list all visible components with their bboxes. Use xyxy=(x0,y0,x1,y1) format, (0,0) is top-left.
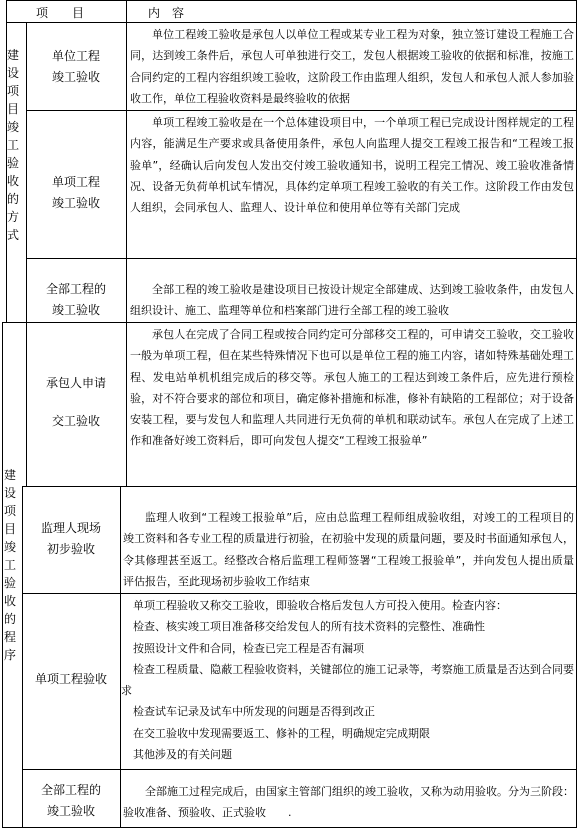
content-paragraph: 全部工程的竣工验收是建设项目已按设计规定全部建成、达到竣工验收条件，由发包人组织设计、施工、监理等单位和档案部门进行全部工程的竣工验收 xyxy=(130,283,574,318)
check-item: 按照设计文件和合同，检查已完工程是否有漏项 xyxy=(133,641,364,655)
item-label-line: 竣工验收 xyxy=(51,196,100,210)
item-label-line: 竣工验收 xyxy=(51,303,100,317)
item-supervisor-preliminary-acceptance xyxy=(22,518,120,560)
content-paragraph: 监理人收到“工程竣工报验单”后，应由总监理工程师组成验收组，对竣工的工程项目的竣工资料和各专业工程的质量进行初验，在初验中发现的质量问题，要及时书面通知承包人，令其修理甚至返工。经整改合格后监理工程师签署“工程竣工报验单”，并向发包人提出质量评估报告，至此现场初步验收工作结束 xyxy=(123,511,574,588)
item-whole-project-acceptance xyxy=(26,279,126,321)
row-separator-2 xyxy=(26,258,577,259)
item-label-line: 单项工程验收 xyxy=(34,672,107,686)
row-separator-4 xyxy=(22,593,577,594)
item-label-line: 初步验收 xyxy=(46,542,95,556)
check-item: 其他涉及的有关问题 xyxy=(133,748,232,762)
item-label-line: 承包人申请 xyxy=(45,376,106,390)
row-separator-5 xyxy=(22,769,577,770)
section-separator xyxy=(2,322,577,323)
content-single-project-verification xyxy=(121,595,576,765)
item-whole-project-final-acceptance xyxy=(22,780,120,822)
item-label-line: 监理人现场 xyxy=(40,521,101,535)
item-single-project-verification xyxy=(22,669,120,690)
header-content-label: 内 容 xyxy=(148,6,185,20)
check-item: 检查试车记录及试车中所发现的问题是否得到改正 xyxy=(133,705,375,719)
item-label-line: 全部工程的 xyxy=(40,783,101,797)
header-item-label: 项 目 xyxy=(36,6,85,20)
content-supervisor-preliminary-acceptance xyxy=(121,507,576,592)
item-single-project-acceptance xyxy=(26,172,126,214)
table-border-bottom xyxy=(2,827,577,828)
content-paragraph: 单位工程竣工验收是承包人以单位工程或某专业工程为对象，独立签订建设工程施工合同，达到竣工条件后，承包人可单独进行交工，发包人根据竣工验收的依据和标准，按施工合同约定的工程内容组织竣工验收，这阶段工作由监理人组织，发包人和承包人派人参加验收工作，单位工程验收资料是最终验收的依据 xyxy=(130,28,574,105)
content-paragraph: 全部施工过程完成后，由国家主管部门组织的竣工验收，又称为动用验收。分为三阶段：验收准备、预验收、正式验收 . xyxy=(123,785,574,820)
group-label-procedure xyxy=(1,466,19,664)
item-unit-project-acceptance xyxy=(26,46,126,88)
item-label-line: 单项工程 xyxy=(51,175,100,189)
content-whole-project-final-acceptance xyxy=(121,781,576,824)
content-whole-project-acceptance xyxy=(127,279,576,322)
item-label-line: 全部工程的 xyxy=(45,282,106,296)
item-label-line: 竣工验收 xyxy=(51,70,100,84)
row-separator-1 xyxy=(26,110,577,111)
item-contractor-application xyxy=(26,364,126,440)
item-label-line: 交工验收 xyxy=(51,414,100,428)
check-item: 在交工验收中发现需要返工、修补的工程，明确规定完成期限 xyxy=(133,726,430,740)
content-paragraph: 承包人在完成了合同工程或按合同约定可分部移交工程的，可申请交工验收，交工验收一般为单项工程，但在某些特殊情况下也可以是单位工程的施工内容，诸如特殊基础处理工程、发电站单机机组完成后的移交等。承包人施工的工程达到竣工条件后，应先进行预检验，对不符合要求的部位和项目，确定修补措施和标准，修补有缺陷的工程部位；对于设备安装工程，要与发包人和监理人共同进行无负荷的单机和联动试车。承包人在完成了上述工作和准备好竣工资料后，即可向发包人提交“工程竣工报验单” xyxy=(130,328,574,448)
content-paragraph: 单项工程竣工验收是在一个总体建设项目中，一个单项工程已完成设计图样规定的工程内容，能满足生产要求或具备使用条件，承包人向监理人提交工程竣工报告和“工程竣工报验单”，经确认后向发包人发出交付竣工验收通知书，说明工程完工情况、竣工验收准备情况、设备无负荷单机试车情况，具体约定单项工程竣工验收的有关工作。这阶段工作由发包人组织，会同承包人、监理人、设计单位和使用单位等有关部门完成 xyxy=(130,116,574,215)
check-item: 单项工程验收又称交工验收，即验收合格后发包人方可投入使用。检查内容： xyxy=(133,599,507,612)
header-separator xyxy=(6,22,577,23)
group-label-text: 建设项目竣工验收的程序 xyxy=(3,468,16,662)
content-single-project-acceptance xyxy=(127,112,576,218)
item-label-line: 单位工程 xyxy=(51,49,100,63)
row-separator-3 xyxy=(22,486,577,487)
content-unit-project-acceptance xyxy=(127,24,576,109)
table-border-right xyxy=(576,0,577,827)
table-border-top xyxy=(6,0,577,1)
group-label-methods xyxy=(4,46,22,244)
content-contractor-application xyxy=(127,324,576,452)
item-label-line: 竣工验收 xyxy=(46,804,95,818)
check-item: 检查工程质量、隐蔽工程验收资料，关键部位的施工记录等，考察施工质量是否达到合同要求 xyxy=(121,662,574,698)
group-label-text: 建设项目竣工验收的方式 xyxy=(6,48,19,242)
check-item: 检查、核实竣工项目准备移交给发包人的所有技术资料的完整性、准确性 xyxy=(133,620,485,634)
